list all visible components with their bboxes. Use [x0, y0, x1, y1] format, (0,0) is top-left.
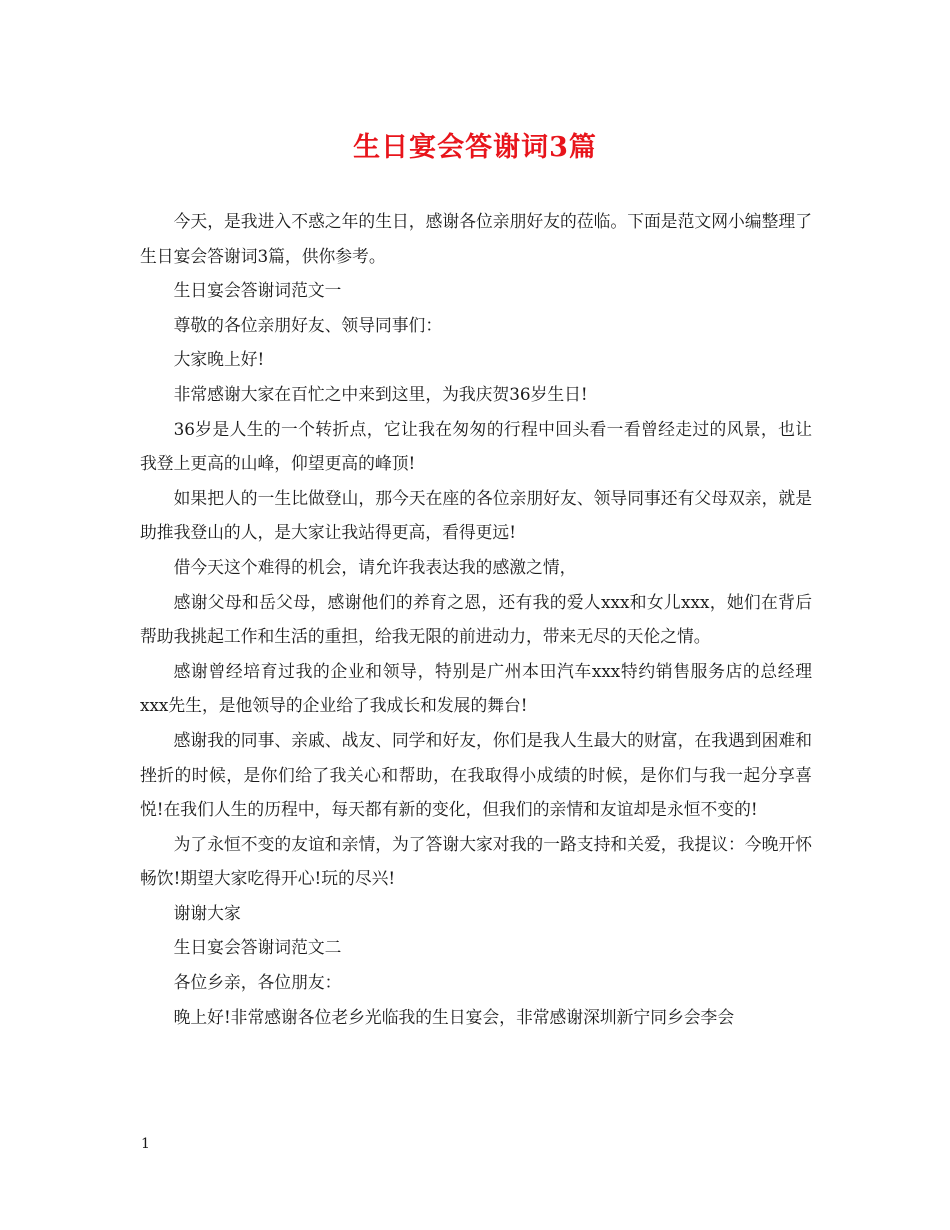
paragraph: 各位乡亲，各位朋友： — [173, 972, 342, 993]
paragraph: 为了永恒不变的友谊和亲情，为了答谢大家对我的一路支持和关爱，我提议：今晚开怀畅饮!期望大家吃得开心!玩的尽兴! — [140, 833, 812, 889]
page-number: 1 — [141, 1136, 150, 1152]
paragraph: 感谢父母和岳父母，感谢他们的养育之恩，还有我的爱人xxx和女儿xxx，她们在背后帮助我挑起工作和生活的重担，给我无限的前进动力，带来无尽的天伦之情。 — [140, 591, 812, 647]
paragraph: 生日宴会答谢词范文一 — [173, 280, 342, 301]
paragraph: 谢谢大家 — [173, 902, 241, 923]
paragraph: 感谢曾经培育过我的企业和领导，特别是广州本田汽车xxx特约销售服务店的总经理xxx先生，是他领导的企业给了我成长和发展的舞台! — [140, 660, 812, 716]
paragraph: 如果把人的一生比做登山，那今天在座的各位亲朋好友、领导同事还有父母双亲，就是助推我登山的人，是大家让我站得更高，看得更远! — [140, 487, 812, 543]
paragraph: 大家晚上好! — [173, 349, 265, 370]
paragraph: 借今天这个难得的机会，请允许我表达我的感激之情， — [173, 556, 577, 577]
paragraph: 感谢我的同事、亲戚、战友、同学和好友，你们是我人生最大的财富，在我遇到困难和挫折的时候，是你们给了我关心和帮助，在我取得小成绩的时候，是你们与我一起分享喜悦!在我们人生的历程中，每天都有新的变化，但我们的亲情和友谊却是永恒不变的! — [140, 729, 812, 820]
document-title: 生日宴会答谢词3篇 — [353, 132, 597, 163]
paragraph: 晚上好!非常感谢各位老乡光临我的生日宴会，非常感谢深圳新宁同乡会李会 — [173, 1006, 735, 1027]
paragraph: 尊敬的各位亲朋好友、领导同事们： — [173, 314, 443, 335]
paragraph: 36岁是人生的一个转折点，它让我在匆匆的行程中回头看一看曾经走过的风景，也让我登上更高的山峰，仰望更高的峰顶! — [140, 418, 812, 474]
paragraph: 今天，是我进入不惑之年的生日，感谢各位亲朋好友的莅临。下面是范文网小编整理了生日宴会答谢词3篇，供你参考。 — [140, 211, 812, 266]
paragraph: 生日宴会答谢词范文二 — [173, 937, 342, 958]
document-body — [140, 204, 812, 1034]
paragraph: 非常感谢大家在百忙之中来到这里，为我庆贺36岁生日! — [173, 383, 588, 404]
